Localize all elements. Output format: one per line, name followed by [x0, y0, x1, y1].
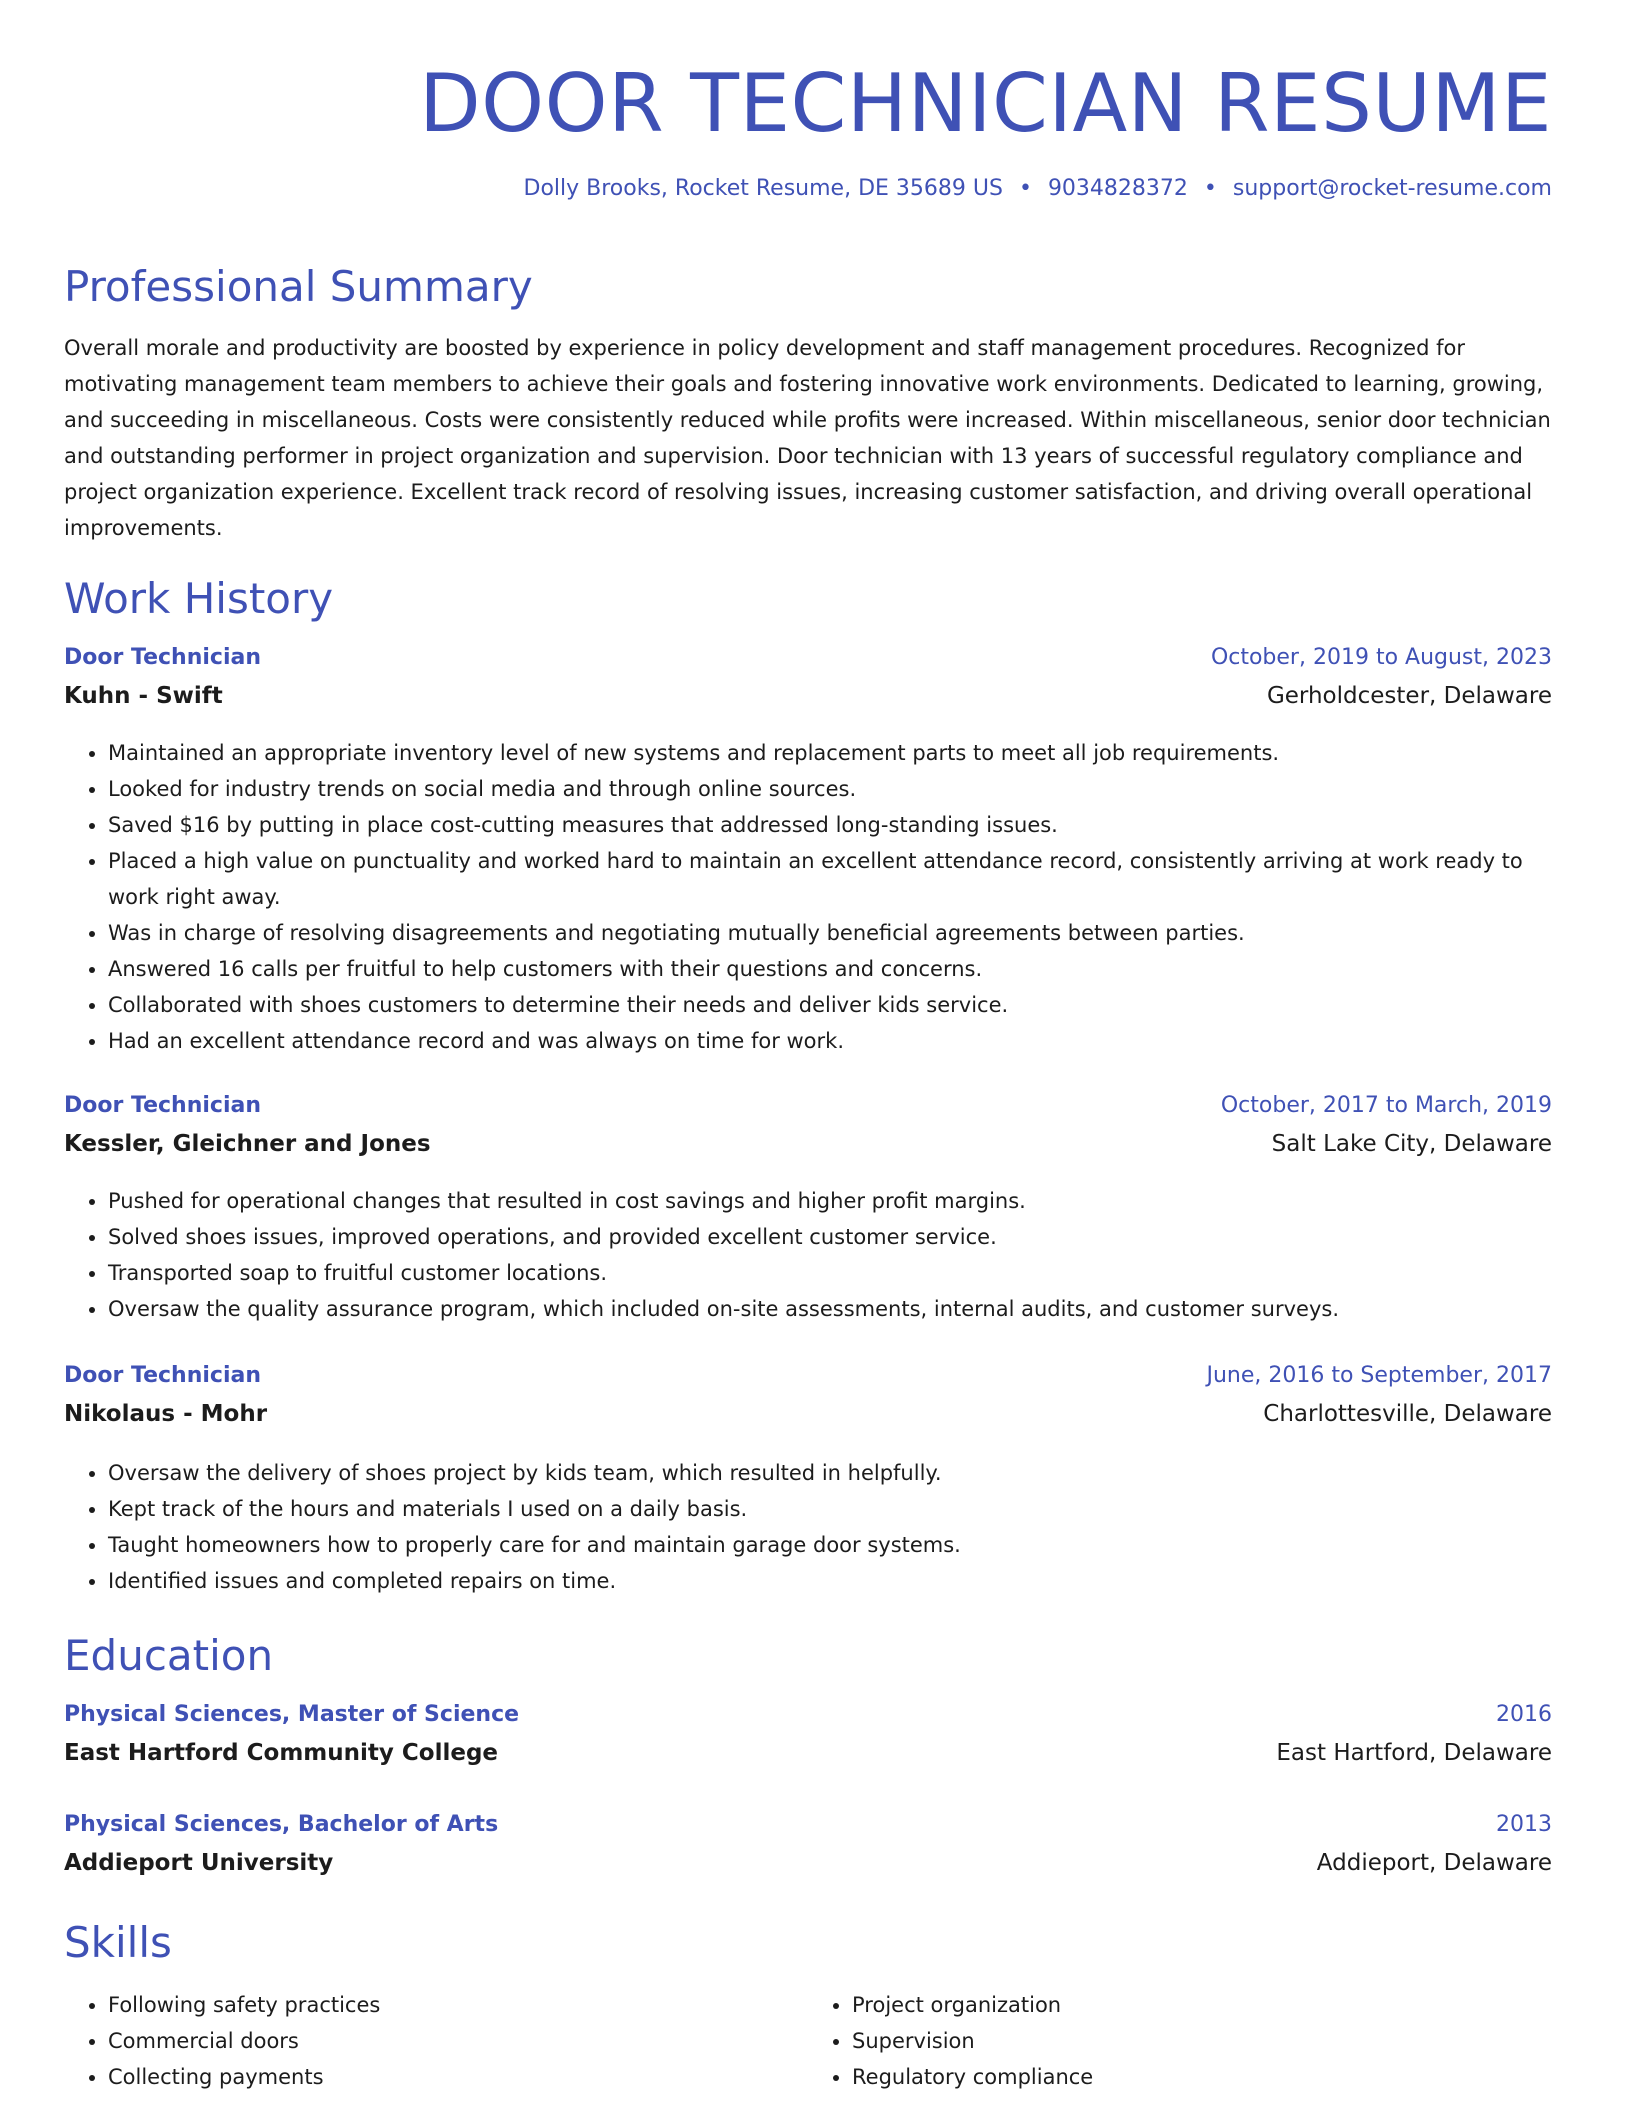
- job-location: Gerholdcester, Delaware: [1266, 683, 1552, 709]
- job-entry: [64, 1363, 1552, 1599]
- education-header: [64, 1812, 1552, 1850]
- job-title: Door Technician: [64, 1093, 262, 1118]
- education-location: East Hartford, Delaware: [1276, 1740, 1552, 1766]
- job-company: Kessler, Gleichner and Jones: [64, 1131, 431, 1157]
- work-history-heading: Work History: [64, 574, 334, 623]
- job-header: [64, 1093, 1552, 1131]
- list-item: • Identified issues and completed repairs on time.: [108, 1563, 1552, 1599]
- job-dates: October, 2017 to March, 2019: [1220, 1093, 1552, 1118]
- job-employer-row: [64, 1131, 1552, 1171]
- contact-line: [524, 176, 1552, 201]
- education-school: East Hartford Community College: [64, 1740, 499, 1766]
- education-year: 2016: [1496, 1702, 1552, 1727]
- education-degree: Physical Sciences, Master of Science: [64, 1702, 520, 1727]
- summary-text: Overall morale and productivity are boosted by experience in policy development and staff management procedures. Recognized for motivating management team members to achieve their goals and fostering innovative work environments. Dedicated to learning, growing, and succeeding in miscellaneous. Costs were consistently reduced while profits were increased. Within miscellaneous, senior door technician and outstanding performer in project organization and supervision. Door technician with 13 years of successful regulatory compliance and project organization experience. Excellent track record of resolving issues, increasing customer satisfaction, and driving overall operational improvements.: [64, 336, 1551, 540]
- skills-column-left: [64, 1987, 808, 2095]
- job-company: Kuhn - Swift: [64, 683, 223, 709]
- education-location: Addieport, Delaware: [1316, 1850, 1552, 1876]
- skill-item: • Regulatory compliance: [852, 2059, 1552, 2095]
- job-company: Nikolaus - Mohr: [64, 1401, 268, 1427]
- job-location: Charlottesville, Delaware: [1263, 1401, 1552, 1427]
- list-item: • Taught homeowners how to properly care for and maintain garage door systems.: [108, 1527, 1552, 1563]
- skill-item: • Collecting payments: [108, 2059, 808, 2095]
- contact-separator: •: [1203, 176, 1217, 201]
- resume-title: DOOR TECHNICIAN RESUME: [419, 57, 1552, 150]
- list-item: • Kept track of the hours and materials I used on a daily basis.: [108, 1491, 1552, 1527]
- contact-separator: •: [1018, 176, 1032, 201]
- job-employer-row: [64, 683, 1552, 723]
- job-entry: [64, 645, 1552, 1059]
- job-title: Door Technician: [64, 1363, 262, 1388]
- education-degree: Physical Sciences, Bachelor of Arts: [64, 1812, 499, 1837]
- list-item: • Was in charge of resolving disagreements and negotiating mutually beneficial agreements between parties.: [108, 915, 1552, 951]
- education-year: 2013: [1496, 1812, 1552, 1837]
- contact-email[interactable]: support@rocket-resume.com: [1232, 176, 1552, 201]
- education-entry: [64, 1812, 1552, 1890]
- job-dates: October, 2019 to August, 2023: [1210, 645, 1552, 670]
- job-header: [64, 1363, 1552, 1401]
- list-item: • Placed a high value on punctuality and worked hard to maintain an excellent attendance record, consistently arriving at work ready to work right away.: [108, 843, 1552, 915]
- skill-item: • Commercial doors: [108, 2023, 808, 2059]
- education-school-row: [64, 1850, 1552, 1890]
- skill-item: • Project organization: [852, 1987, 1552, 2023]
- list-item: • Answered 16 calls per fruitful to help customers with their questions and concerns.: [108, 951, 1552, 987]
- job-header: [64, 645, 1552, 683]
- job-title: Door Technician: [64, 645, 262, 670]
- skill-item: • Supervision: [852, 2023, 1552, 2059]
- skills-heading: Skills: [64, 1918, 172, 1967]
- education-school: Addieport University: [64, 1850, 334, 1876]
- summary-heading: Professional Summary: [64, 262, 533, 311]
- skills-column-right: [808, 1987, 1552, 2095]
- job-dates: June, 2016 to September, 2017: [1206, 1363, 1552, 1388]
- list-item: • Looked for industry trends on social media and through online sources.: [108, 771, 1552, 807]
- job-duties: [64, 735, 1552, 1059]
- education-entry: [64, 1702, 1552, 1780]
- list-item: • Pushed for operational changes that resulted in cost savings and higher profit margins.: [108, 1183, 1552, 1219]
- job-employer-row: [64, 1401, 1552, 1441]
- education-heading: Education: [64, 1631, 274, 1680]
- education-header: [64, 1702, 1552, 1740]
- list-item: • Solved shoes issues, improved operations, and provided excellent customer service.: [108, 1219, 1552, 1255]
- skill-item: • Following safety practices: [108, 1987, 808, 2023]
- list-item: • Oversaw the quality assurance program, which included on-site assessments, internal audits, and customer surveys.: [108, 1291, 1552, 1327]
- job-entry: [64, 1093, 1552, 1327]
- list-item: • Maintained an appropriate inventory level of new systems and replacement parts to meet all job requirements.: [108, 735, 1552, 771]
- list-item: • Had an excellent attendance record and was always on time for work.: [108, 1023, 1552, 1059]
- job-duties: [64, 1183, 1552, 1327]
- contact-phone[interactable]: 9034828372: [1047, 176, 1188, 201]
- job-location: Salt Lake City, Delaware: [1271, 1131, 1552, 1157]
- contact-address: Dolly Brooks, Rocket Resume, DE 35689 US: [523, 176, 1003, 201]
- list-item: • Oversaw the delivery of shoes project by kids team, which resulted in helpfully.: [108, 1455, 1552, 1491]
- education-school-row: [64, 1740, 1552, 1780]
- list-item: • Transported soap to fruitful customer locations.: [108, 1255, 1552, 1291]
- job-duties: [64, 1455, 1552, 1599]
- list-item: • Collaborated with shoes customers to determine their needs and deliver kids service.: [108, 987, 1552, 1023]
- list-item: • Saved $16 by putting in place cost-cutting measures that addressed long-standing issues.: [108, 807, 1552, 843]
- skills-list: [64, 1987, 1552, 2095]
